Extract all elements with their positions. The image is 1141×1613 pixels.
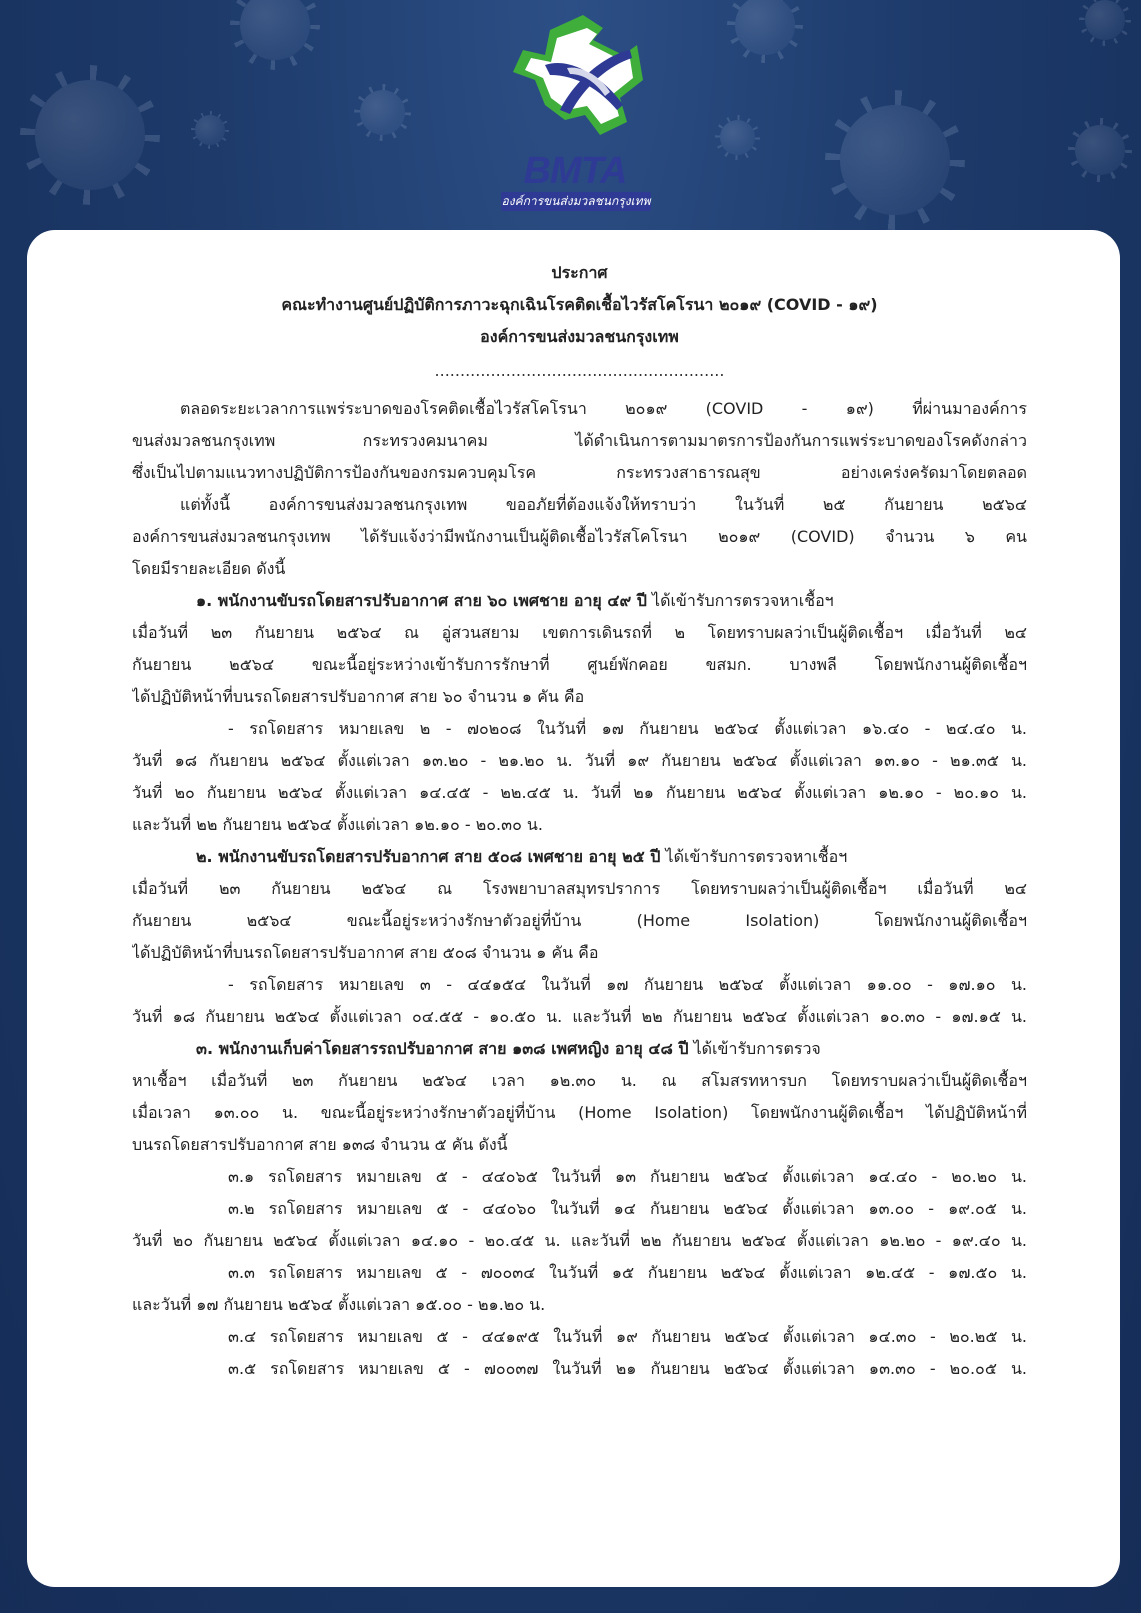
announcement-card xyxy=(27,230,1120,1587)
case3-item: ๓.๕ รถโดยสาร หมายเลข ๕ - ๗๐๐๓๗ ในวันที่ ๒๑ กันยายน ๒๕๖๔ ตั้งแต่เวลา ๑๓.๓๐ - ๒๐.๐๕ น. xyxy=(228,1359,1027,1378)
case1-heading xyxy=(132,585,1027,617)
case2-line: เมื่อวันที่ ๒๓ กันยายน ๒๕๖๔ ณ โรงพยาบาลสมุทรปราการ โดยทราบผลว่าเป็นผู้ติดเชื้อฯ เมื่อวันที่ ๒๔ xyxy=(132,879,1027,898)
case1-detail: และวันที่ ๒๒ กันยายน ๒๕๖๔ ตั้งแต่เวลา ๑๒.๑๐ - ๒๐.๓๐ น. xyxy=(132,815,543,834)
logo-wordmark: BMTA xyxy=(523,150,627,192)
case2-line: ได้ปฏิบัติหน้าที่บนรถโดยสารปรับอากาศ สาย ๕๐๘ จำนวน ๑ คัน คือ xyxy=(132,943,599,962)
case1-detail: - รถโดยสาร หมายเลข ๒ - ๗๐๒๐๘ ในวันที่ ๑๗ กันยายน ๒๕๖๔ ตั้งแต่เวลา ๑๖.๔๐ - ๒๔.๔๐ น. xyxy=(228,719,1027,738)
case1-detail: วันที่ ๑๘ กันยายน ๒๕๖๔ ตั้งแต่เวลา ๑๓.๒๐ - ๒๑.๒๐ น. วันที่ ๑๙ กันยายน ๒๕๖๔ ตั้งแต่เวลา ๑๓.๑๐ - ๒๑.๓๕ น. xyxy=(132,751,1027,770)
separator-dots: ......................................................... xyxy=(434,361,725,380)
virus-decoration xyxy=(35,80,145,190)
case2-detail: วันที่ ๑๘ กันยายน ๒๕๖๔ ตั้งแต่เวลา ๐๔.๕๕ - ๑๐.๕๐ น. และวันที่ ๒๒ กันยายน ๒๕๖๔ ตั้งแต่เวลา ๑๐.๓๐ - ๑๗.๑๕ น. xyxy=(132,1007,1027,1026)
virus-decoration xyxy=(720,120,755,155)
intro-line: แต่ทั้งนี้ องค์การขนส่งมวลชนกรุงเทพ ขออภัยที่ต้องแจ้งให้ทราบว่า ในวันที่ ๒๕ กันยายน ๒๕๖๔ xyxy=(180,495,1027,514)
announcement-committee: คณะทำงานศูนย์ปฏิบัติการภาวะฉุกเฉินโรคติดเชื้อไวรัสโคโรนา ๒๐๑๙ (COVID - ๑๙) xyxy=(281,295,878,314)
case2-heading-bold: ๒. พนักงานขับรถโดยสารปรับอากาศ สาย ๕๐๘ เพศชาย อายุ ๒๕ ปี xyxy=(196,847,661,866)
virus-decoration xyxy=(240,0,310,60)
announcement-org: องค์การขนส่งมวลชนกรุงเทพ xyxy=(480,327,679,346)
case3-item: ๓.๔ รถโดยสาร หมายเลข ๕ - ๔๔๑๙๕ ในวันที่ ๑๙ กันยายน ๒๕๖๔ ตั้งแต่เวลา ๑๔.๓๐ - ๒๐.๒๕ น. xyxy=(228,1327,1027,1346)
virus-decoration xyxy=(1085,0,1125,40)
case1-detail: วันที่ ๒๐ กันยายน ๒๕๖๔ ตั้งแต่เวลา ๑๔.๔๕ - ๒๒.๔๕ น. วันที่ ๒๑ กันยายน ๒๕๖๔ ตั้งแต่เวลา ๑๒.๑๐ - ๒๐.๑๐ น. xyxy=(132,783,1027,802)
announcement-content xyxy=(132,257,1027,1385)
intro-line: องค์การขนส่งมวลชนกรุงเทพ ได้รับแจ้งว่ามีพนักงานเป็นผู้ติดเชื้อไวรัสโคโรนา ๒๐๑๙ (COVID) จำนวน ๖ คน xyxy=(132,527,1027,546)
case1-heading-bold: ๑. พนักงานขับรถโดยสารปรับอากาศ สาย ๖๐ เพศชาย อายุ ๔๙ ปี xyxy=(196,591,647,610)
case3-item: ๓.๓ รถโดยสาร หมายเลข ๕ - ๗๐๐๓๔ ในวันที่ ๑๕ กันยายน ๒๕๖๔ ตั้งแต่เวลา ๑๒.๔๕ - ๑๗.๕๐ น. xyxy=(228,1263,1027,1282)
virus-decoration xyxy=(360,90,405,135)
case3-item: ๓.๒ รถโดยสาร หมายเลข ๕ - ๔๔๐๖๐ ในวันที่ ๑๔ กันยายน ๒๕๖๔ ตั้งแต่เวลา ๑๓.๐๐ - ๑๙.๐๕ น. xyxy=(228,1199,1027,1218)
case2-line: กันยายน ๒๕๖๔ ขณะนี้อยู่ระหว่างรักษาตัวอยู่ที่บ้าน (Home Isolation) โดยพนักงานผู้ติดเชื้อฯ xyxy=(132,911,1027,930)
virus-decoration xyxy=(840,105,950,215)
case3-line: หาเชื้อฯ เมื่อวันที่ ๒๓ กันยายน ๒๕๖๔ เวลา ๑๒.๓๐ น. ณ สโมสรทหารบก โดยทราบผลว่าเป็นผู้ติดเชื้อฯ xyxy=(132,1071,1027,1090)
case3-line: เมื่อเวลา ๑๓.๐๐ น. ขณะนี้อยู่ระหว่างรักษาตัวอยู่ที่บ้าน (Home Isolation) โดยพนักงานผู้ติดเชื้อฯ ได้ปฏิบัติหน้าที่ xyxy=(132,1103,1027,1122)
virus-decoration xyxy=(735,0,795,55)
intro-line: โดยมีรายละเอียด ดังนี้ xyxy=(132,559,286,578)
case2-detail: - รถโดยสาร หมายเลข ๓ - ๔๔๑๕๔ ในวันที่ ๑๗ กันยายน ๒๕๖๔ ตั้งแต่เวลา ๑๑.๐๐ - ๑๗.๑๐ น. xyxy=(228,975,1027,994)
case3-heading-bold: ๓. พนักงานเก็บค่าโดยสารรถปรับอากาศ สาย ๑๓๘ เพศหญิง อายุ ๔๘ ปี xyxy=(196,1039,689,1058)
case3-item: และวันที่ ๑๗ กันยายน ๒๕๖๔ ตั้งแต่เวลา ๑๕.๐๐ - ๒๑.๒๐ น. xyxy=(132,1295,546,1314)
case2-heading-rest: ได้เข้ารับการตรวจหาเชื้อฯ xyxy=(660,847,848,866)
intro-line: ขนส่งมวลชนกรุงเทพ กระทรวงคมนาคม ได้ดำเนินการตามมาตรการป้องกันการแพร่ระบาดของโรคดังกล่าว xyxy=(132,431,1027,450)
case1-heading-rest: ได้เข้ารับการตรวจหาเชื้อฯ xyxy=(646,591,834,610)
case1-line: เมื่อวันที่ ๒๓ กันยายน ๒๕๖๔ ณ อู่สวนสยาม เขตการเดินรถที่ ๒ โดยทราบผลว่าเป็นผู้ติดเชื้อฯ เมื่อวันที่ ๒๔ xyxy=(132,623,1027,642)
intro-line: ซึ่งเป็นไปตามแนวทางปฏิบัติการป้องกันของกรมควบคุมโรค กระทรวงสาธารณสุข อย่างเคร่งครัดมาโดยตลอด xyxy=(132,463,1027,482)
case3-line: บนรถโดยสารปรับอากาศ สาย ๑๓๘ จำนวน ๕ คัน ดังนี้ xyxy=(132,1135,508,1154)
case3-item: ๓.๑ รถโดยสาร หมายเลข ๕ - ๔๔๐๖๕ ในวันที่ ๑๓ กันยายน ๒๕๖๔ ตั้งแต่เวลา ๑๔.๔๐ - ๒๐.๒๐ น. xyxy=(228,1167,1027,1186)
virus-decoration xyxy=(1075,125,1125,175)
case1-line: กันยายน ๒๕๖๔ ขณะนี้อยู่ระหว่างเข้ารับการรักษาที่ ศูนย์พักคอย ขสมก. บางพลี โดยพนักงานผู้ติดเชื้อฯ xyxy=(132,655,1027,674)
logo-subtitle: องค์การขนส่งมวลชนกรุงเทพ xyxy=(501,192,651,211)
case3-heading xyxy=(132,1033,1027,1065)
bmta-logo xyxy=(501,10,651,210)
case3-item: วันที่ ๒๐ กันยายน ๒๕๖๔ ตั้งแต่เวลา ๑๔.๑๐ - ๒๐.๔๕ น. และวันที่ ๒๒ กันยายน ๒๕๖๔ ตั้งแต่เวลา ๑๒.๒๐ - ๑๙.๔๐ น. xyxy=(132,1231,1027,1250)
announcement-title: ประกาศ xyxy=(551,263,608,282)
case2-heading xyxy=(132,841,1027,873)
case1-line: ได้ปฏิบัติหน้าที่บนรถโดยสารปรับอากาศ สาย ๖๐ จำนวน ๑ คัน คือ xyxy=(132,687,585,706)
bmta-emblem-icon xyxy=(505,10,645,150)
intro-line: ตลอดระยะเวลาการแพร่ระบาดของโรคติดเชื้อไวรัสโคโรนา ๒๐๑๙ (COVID - ๑๙) ที่ผ่านมาองค์การ xyxy=(180,399,1027,418)
case3-heading-rest: ได้เข้ารับการตรวจ xyxy=(688,1039,821,1058)
virus-decoration xyxy=(195,115,225,145)
